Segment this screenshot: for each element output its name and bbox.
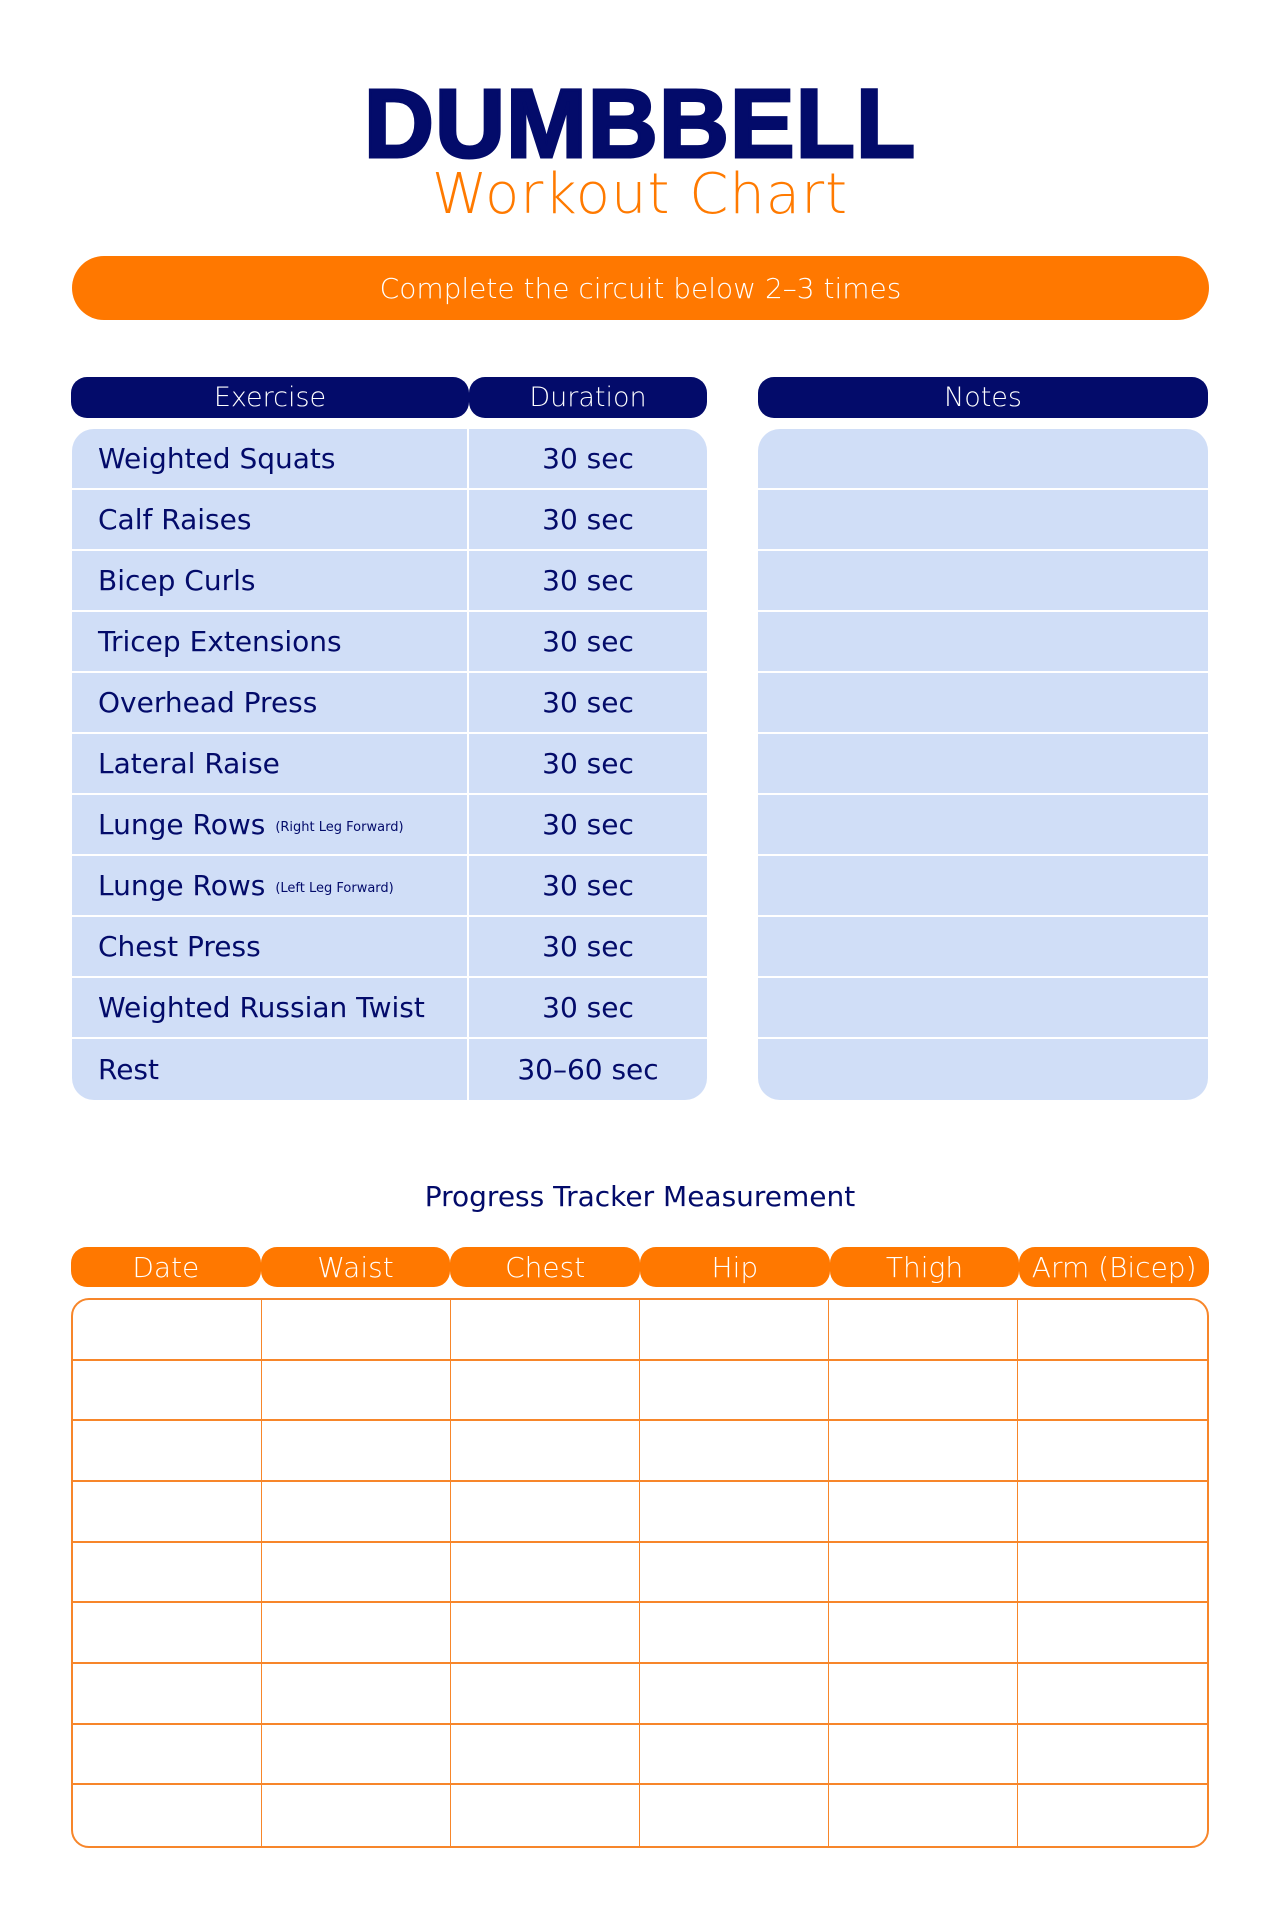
notes-row[interactable] (758, 856, 1208, 917)
exercise-cell (72, 490, 469, 549)
progress-cell[interactable] (262, 1785, 451, 1846)
progress-cell[interactable] (640, 1785, 829, 1846)
duration-cell: 30 sec (542, 503, 634, 536)
column-header-duration (469, 377, 707, 418)
exercise-cell (72, 856, 469, 915)
exercise-cell (72, 429, 469, 488)
progress-cell[interactable] (73, 1725, 262, 1786)
duration-cell: 30 sec (542, 442, 634, 475)
progress-cell[interactable] (829, 1664, 1018, 1725)
duration-cell: 30 sec (542, 991, 634, 1024)
progress-cell[interactable] (451, 1482, 640, 1543)
column-header-notes-label: Notes (944, 382, 1022, 413)
exercise-cell (72, 673, 469, 732)
progress-cell[interactable] (451, 1603, 640, 1664)
duration-cell: 30 sec (542, 564, 634, 597)
progress-cell[interactable] (1018, 1421, 1207, 1482)
exercise-name: Lunge Rows (98, 869, 266, 902)
progress-cell[interactable] (640, 1361, 829, 1422)
progress-cell[interactable] (1018, 1482, 1207, 1543)
notes-row[interactable] (758, 429, 1208, 490)
progress-cell[interactable] (640, 1725, 829, 1786)
page-title: DUMBBELL (363, 69, 917, 178)
progress-cell[interactable] (829, 1361, 1018, 1422)
progress-column-header (261, 1247, 451, 1287)
exercise-table (72, 429, 707, 1100)
progress-column-label: Chest (505, 1250, 586, 1284)
progress-cell[interactable] (262, 1664, 451, 1725)
table-row (72, 734, 707, 795)
progress-cell[interactable] (73, 1603, 262, 1664)
progress-column-header (1019, 1247, 1209, 1287)
table-row (72, 856, 707, 917)
progress-cell[interactable] (451, 1543, 640, 1604)
table-row (72, 551, 707, 612)
notes-row[interactable] (758, 1039, 1208, 1100)
progress-cell[interactable] (829, 1785, 1018, 1846)
progress-cell[interactable] (829, 1543, 1018, 1604)
column-header-notes (758, 377, 1208, 418)
notes-row[interactable] (758, 490, 1208, 551)
progress-cell[interactable] (262, 1725, 451, 1786)
exercise-name: Chest Press (98, 930, 261, 963)
notes-row[interactable] (758, 917, 1208, 978)
exercise-cell (72, 917, 469, 976)
progress-column-header (640, 1247, 830, 1287)
table-row (72, 429, 707, 490)
notes-row[interactable] (758, 551, 1208, 612)
notes-row[interactable] (758, 978, 1208, 1039)
exercise-name: Calf Raises (98, 503, 252, 536)
exercise-name: Lunge Rows (98, 808, 266, 841)
progress-tracker-title: Progress Tracker Measurement (424, 1180, 856, 1213)
exercise-name: Overhead Press (98, 686, 318, 719)
exercise-name: Rest (98, 1053, 159, 1086)
progress-cell[interactable] (262, 1361, 451, 1422)
progress-cell[interactable] (262, 1300, 451, 1361)
progress-cell[interactable] (451, 1361, 640, 1422)
column-header-duration-label: Duration (529, 382, 647, 413)
table-row (72, 673, 707, 734)
exercise-cell (72, 978, 469, 1037)
progress-cell[interactable] (1018, 1603, 1207, 1664)
exercise-name: Tricep Extensions (98, 625, 342, 658)
progress-cell[interactable] (262, 1421, 451, 1482)
progress-cell[interactable] (451, 1300, 640, 1361)
progress-cell[interactable] (640, 1421, 829, 1482)
duration-cell: 30–60 sec (517, 1053, 659, 1086)
progress-column-label: Date (132, 1250, 200, 1284)
duration-cell: 30 sec (542, 808, 634, 841)
table-row (72, 978, 707, 1039)
progress-cell[interactable] (73, 1361, 262, 1422)
table-row (72, 490, 707, 551)
progress-cell[interactable] (829, 1300, 1018, 1361)
progress-cell[interactable] (1018, 1361, 1207, 1422)
progress-cell[interactable] (829, 1603, 1018, 1664)
progress-column-header (450, 1247, 640, 1287)
progress-cell[interactable] (640, 1664, 829, 1725)
progress-cell[interactable] (73, 1785, 262, 1846)
exercise-name: Weighted Squats (98, 442, 336, 475)
progress-cell[interactable] (829, 1421, 1018, 1482)
progress-cell[interactable] (73, 1482, 262, 1543)
progress-column-label: Thigh (885, 1250, 964, 1284)
progress-cell[interactable] (640, 1603, 829, 1664)
instruction-text: Complete the circuit below 2–3 times (379, 271, 902, 305)
progress-column-header (71, 1247, 261, 1287)
progress-cell[interactable] (640, 1300, 829, 1361)
table-row (72, 612, 707, 673)
notes-row[interactable] (758, 795, 1208, 856)
instruction-banner (72, 256, 1209, 320)
progress-cell[interactable] (1018, 1300, 1207, 1361)
progress-cell[interactable] (451, 1664, 640, 1725)
duration-cell: 30 sec (542, 930, 634, 963)
progress-cell[interactable] (640, 1482, 829, 1543)
exercise-note: (Left Leg Forward) (275, 881, 394, 896)
duration-cell: 30 sec (542, 686, 634, 719)
progress-cell[interactable] (73, 1300, 262, 1361)
table-row (72, 1039, 707, 1100)
progress-cell[interactable] (640, 1543, 829, 1604)
duration-cell: 30 sec (542, 747, 634, 780)
progress-cell[interactable] (262, 1603, 451, 1664)
progress-cell[interactable] (73, 1543, 262, 1604)
progress-cell[interactable] (73, 1664, 262, 1725)
duration-cell: 30 sec (542, 625, 634, 658)
progress-cell[interactable] (1018, 1664, 1207, 1725)
progress-column-header (830, 1247, 1020, 1287)
exercise-cell (72, 612, 469, 671)
exercise-cell (72, 551, 469, 610)
progress-cell[interactable] (829, 1725, 1018, 1786)
table-row (72, 795, 707, 856)
notes-table (758, 429, 1208, 1100)
exercise-name: Lateral Raise (98, 747, 280, 780)
exercise-note: (Right Leg Forward) (275, 820, 404, 835)
progress-cell[interactable] (451, 1421, 640, 1482)
progress-column-label: Arm (Bicep) (1031, 1250, 1197, 1284)
progress-cell[interactable] (1018, 1725, 1207, 1786)
notes-row[interactable] (758, 673, 1208, 734)
exercise-name: Weighted Russian Twist (98, 991, 425, 1024)
progress-cell[interactable] (829, 1482, 1018, 1543)
notes-row[interactable] (758, 734, 1208, 795)
column-header-exercise-label: Exercise (213, 382, 327, 413)
duration-cell: 30 sec (542, 869, 634, 902)
progress-column-label: Hip (711, 1250, 759, 1284)
exercise-cell (72, 734, 469, 793)
progress-cell[interactable] (262, 1543, 451, 1604)
progress-cell[interactable] (262, 1482, 451, 1543)
progress-cell[interactable] (73, 1421, 262, 1482)
progress-tracker-grid (71, 1298, 1209, 1848)
table-row (72, 917, 707, 978)
progress-column-label: Waist (317, 1250, 394, 1284)
column-header-exercise (71, 377, 469, 418)
exercise-name: Bicep Curls (98, 564, 256, 597)
exercise-cell (72, 795, 469, 854)
exercise-cell (72, 1039, 469, 1100)
progress-cell[interactable] (451, 1725, 640, 1786)
progress-cell[interactable] (1018, 1543, 1207, 1604)
notes-row[interactable] (758, 612, 1208, 673)
page-subtitle: Workout Chart (431, 162, 849, 227)
progress-cell[interactable] (451, 1785, 640, 1846)
progress-cell[interactable] (1018, 1785, 1207, 1846)
